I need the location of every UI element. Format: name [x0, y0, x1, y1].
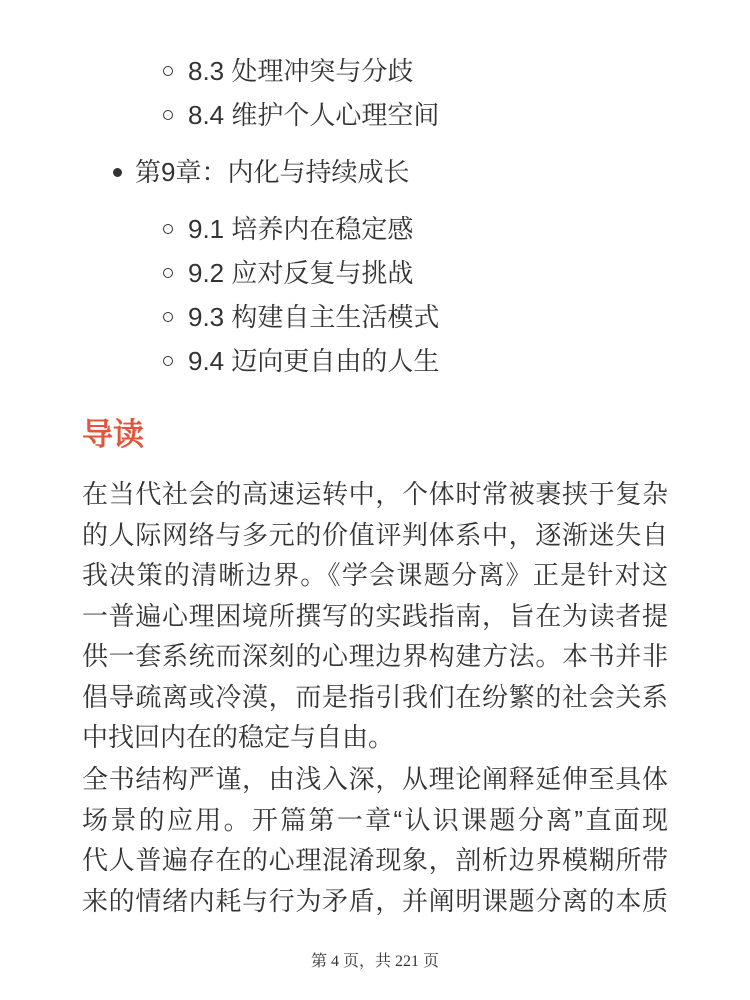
- text-line: 中找回内在的稳定与自由。: [82, 722, 395, 752]
- text-line: 代人普遍存在的心理混淆现象，剖析边界模糊所带: [82, 845, 668, 875]
- section-label: 9.1 培养内在稳定感: [188, 214, 414, 244]
- hollow-bullet-icon: [163, 268, 173, 278]
- section-item-8-4: [0, 93, 750, 137]
- section-heading: 导读: [82, 417, 144, 452]
- section-item-9-3: [0, 295, 750, 339]
- section-item-8-3: [0, 49, 750, 93]
- section-label: 9.3 构建自主生活模式: [188, 302, 440, 332]
- section-label: 9.2 应对反复与挑战: [188, 258, 414, 288]
- paragraph: [82, 474, 668, 758]
- bullet-icon: [113, 168, 122, 177]
- hollow-bullet-icon: [163, 110, 173, 120]
- text-line: 场景的应用。开篇第一章“认识课题分离”直面现: [82, 804, 668, 835]
- text-line: 全书结构严谨，由浅入深，从理论阐释延伸至具体: [82, 764, 668, 794]
- text-line: 我决策的清晰边界。《学会课题分离》正是针对这: [82, 560, 668, 590]
- section-label: 8.3 处理冲突与分歧: [188, 56, 414, 86]
- hollow-bullet-icon: [163, 66, 173, 76]
- intro-body: [82, 474, 668, 921]
- paragraph: [82, 759, 668, 921]
- section-label: 9.4 迈向更自由的人生: [188, 346, 440, 376]
- text-line: 在当代社会的高速运转中，个体时常被裹挟于复杂: [82, 479, 668, 509]
- chapter-item-9: [0, 150, 750, 194]
- section-item-9-2: [0, 251, 750, 295]
- chapter-title: 第9章：内化与持续成长: [135, 157, 410, 187]
- section-item-9-1: [0, 207, 750, 251]
- section-label: 8.4 维护个人心理空间: [188, 100, 440, 130]
- text-line: 供一套系统而深刻的心理边界构建方法。本书并非: [82, 641, 668, 671]
- hollow-bullet-icon: [163, 356, 173, 366]
- hollow-bullet-icon: [163, 312, 173, 322]
- page-number-footer: 第 4 页，共 221 页: [310, 953, 439, 970]
- hollow-bullet-icon: [163, 224, 173, 234]
- text-line: 来的情绪内耗与行为矛盾，并阐明课题分离的本质: [82, 885, 668, 916]
- text-line: 一普遍心理困境所撰写的实践指南，旨在为读者提: [82, 600, 668, 631]
- text-line: 的人际网络与多元的价值评判体系中，逐渐迷失自: [82, 519, 668, 550]
- text-line: 倡导疏离或冷漠，而是指引我们在纷繁的社会关系: [82, 681, 668, 712]
- chapter-outline: [0, 49, 750, 383]
- section-item-9-4: [0, 339, 750, 383]
